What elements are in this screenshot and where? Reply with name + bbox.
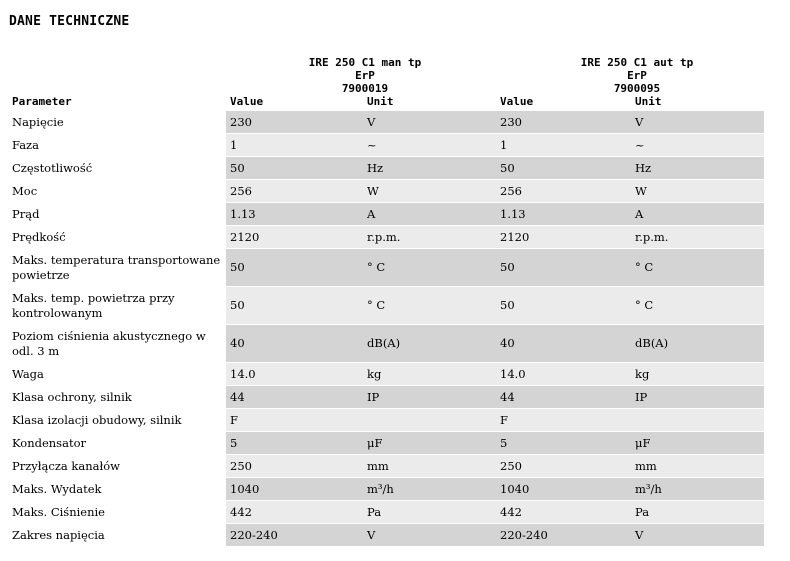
unit-cell-1: μF: [363, 432, 496, 455]
value-cell-1: 220-240: [226, 524, 363, 547]
value-cell-2: 230: [496, 111, 631, 134]
unit-cell-1: Pa: [363, 501, 496, 524]
unit-cell-2: r.p.m.: [631, 226, 764, 249]
unit-cell-1: dB(A): [363, 325, 496, 363]
value-cell-1: 50: [226, 287, 363, 325]
unit-cell-2: mm: [631, 455, 764, 478]
value-cell-1: 1040: [226, 478, 363, 501]
value-cell-2: 50: [496, 249, 631, 287]
unit-cell-2: μF: [631, 432, 764, 455]
unit-cell-2: [631, 409, 764, 432]
table-row: [8, 501, 764, 524]
unit-cell-2: Hz: [631, 157, 764, 180]
value-cell-2: 14.0: [496, 363, 631, 386]
table-row: [8, 180, 764, 203]
value-cell-2: 40: [496, 325, 631, 363]
unit-cell-1: kg: [363, 363, 496, 386]
value-cell-2: 5: [496, 432, 631, 455]
value-cell-1: 50: [226, 249, 363, 287]
header-value-1: Value: [230, 95, 264, 108]
unit-cell-1: V: [363, 524, 496, 547]
unit-cell-2: A: [631, 203, 764, 226]
model-code: 7900095: [613, 82, 661, 95]
value-cell-1: 5: [226, 432, 363, 455]
unit-cell-2: V: [631, 524, 764, 547]
unit-cell-1: Hz: [363, 157, 496, 180]
technical-data-table: [8, 92, 764, 547]
value-cell-2: 1040: [496, 478, 631, 501]
parameter-cell: Kondensator: [8, 432, 226, 455]
unit-cell-1: r.p.m.: [363, 226, 496, 249]
table-row: [8, 409, 764, 432]
parameter-cell: Maks. temp. powietrza przy kontrolowanym: [8, 287, 226, 325]
table-row: [8, 249, 764, 287]
unit-cell-1: [363, 409, 496, 432]
value-cell-1: 2120: [226, 226, 363, 249]
table-row: [8, 386, 764, 409]
model-header-1: [300, 56, 430, 95]
parameter-cell: Klasa ochrony, silnik: [8, 386, 226, 409]
parameter-cell: Faza: [8, 134, 226, 157]
value-cell-1: 50: [226, 157, 363, 180]
value-cell-1: 250: [226, 455, 363, 478]
model-header-2: [572, 56, 702, 95]
table-row: [8, 203, 764, 226]
value-cell-2: 1.13: [496, 203, 631, 226]
value-cell-1: 230: [226, 111, 363, 134]
model-name: IRE 250 C1 aut tp ErP: [580, 56, 694, 82]
parameter-cell: Prąd: [8, 203, 226, 226]
parameter-cell: Maks. temperatura transportowane powietrze: [8, 249, 226, 287]
value-cell-1: F: [226, 409, 363, 432]
header-unit-2: Unit: [635, 95, 662, 108]
value-cell-1: 44: [226, 386, 363, 409]
table-row: [8, 363, 764, 386]
parameter-cell: Maks. Ciśnienie: [8, 501, 226, 524]
header-parameter: Parameter: [12, 95, 72, 108]
value-cell-2: 250: [496, 455, 631, 478]
value-cell-2: 2120: [496, 226, 631, 249]
table-row: [8, 524, 764, 547]
unit-cell-2: V: [631, 111, 764, 134]
value-cell-2: 1: [496, 134, 631, 157]
unit-cell-2: ~: [631, 134, 764, 157]
model-name: IRE 250 C1 man tp ErP: [308, 56, 422, 82]
unit-cell-2: m³/h: [631, 478, 764, 501]
unit-cell-2: dB(A): [631, 325, 764, 363]
value-cell-1: 40: [226, 325, 363, 363]
table-row: [8, 478, 764, 501]
table-row: [8, 157, 764, 180]
unit-cell-1: ~: [363, 134, 496, 157]
unit-cell-1: m³/h: [363, 478, 496, 501]
header-value-2: Value: [500, 95, 534, 108]
value-cell-2: 50: [496, 287, 631, 325]
table-row: [8, 287, 764, 325]
parameter-cell: Zakres napięcia: [8, 524, 226, 547]
parameter-cell: Maks. Wydatek: [8, 478, 226, 501]
table-row: [8, 111, 764, 134]
value-cell-2: F: [496, 409, 631, 432]
header-unit-1: Unit: [367, 95, 394, 108]
value-cell-1: 1: [226, 134, 363, 157]
unit-cell-2: W: [631, 180, 764, 203]
value-cell-2: 44: [496, 386, 631, 409]
table-row: [8, 134, 764, 157]
parameter-cell: Napięcie: [8, 111, 226, 134]
parameter-cell: Przyłącza kanałów: [8, 455, 226, 478]
unit-cell-1: IP: [363, 386, 496, 409]
table-row: [8, 432, 764, 455]
value-cell-2: 50: [496, 157, 631, 180]
value-cell-2: 220-240: [496, 524, 631, 547]
table-row: [8, 325, 764, 363]
unit-cell-1: A: [363, 203, 496, 226]
parameter-cell: Częstotliwość: [8, 157, 226, 180]
parameter-cell: Klasa izolacji obudowy, silnik: [8, 409, 226, 432]
unit-cell-2: kg: [631, 363, 764, 386]
value-cell-1: 442: [226, 501, 363, 524]
unit-cell-2: IP: [631, 386, 764, 409]
table-row: [8, 226, 764, 249]
unit-cell-1: W: [363, 180, 496, 203]
parameter-cell: Waga: [8, 363, 226, 386]
unit-cell-2: ° C: [631, 249, 764, 287]
unit-cell-2: Pa: [631, 501, 764, 524]
model-code: 7900019: [341, 82, 389, 95]
value-cell-2: 256: [496, 180, 631, 203]
table-row: [8, 455, 764, 478]
unit-cell-1: ° C: [363, 287, 496, 325]
unit-cell-1: mm: [363, 455, 496, 478]
parameter-cell: Prędkość: [8, 226, 226, 249]
value-cell-1: 14.0: [226, 363, 363, 386]
parameter-cell: Moc: [8, 180, 226, 203]
unit-cell-1: ° C: [363, 249, 496, 287]
page-title: DANE TECHNICZNE: [9, 14, 130, 29]
unit-cell-2: ° C: [631, 287, 764, 325]
value-cell-1: 1.13: [226, 203, 363, 226]
parameter-cell: Poziom ciśnienia akustycznego w odl. 3 m: [8, 325, 226, 363]
unit-cell-1: V: [363, 111, 496, 134]
value-cell-2: 442: [496, 501, 631, 524]
value-cell-1: 256: [226, 180, 363, 203]
table-header-row: [8, 92, 764, 111]
